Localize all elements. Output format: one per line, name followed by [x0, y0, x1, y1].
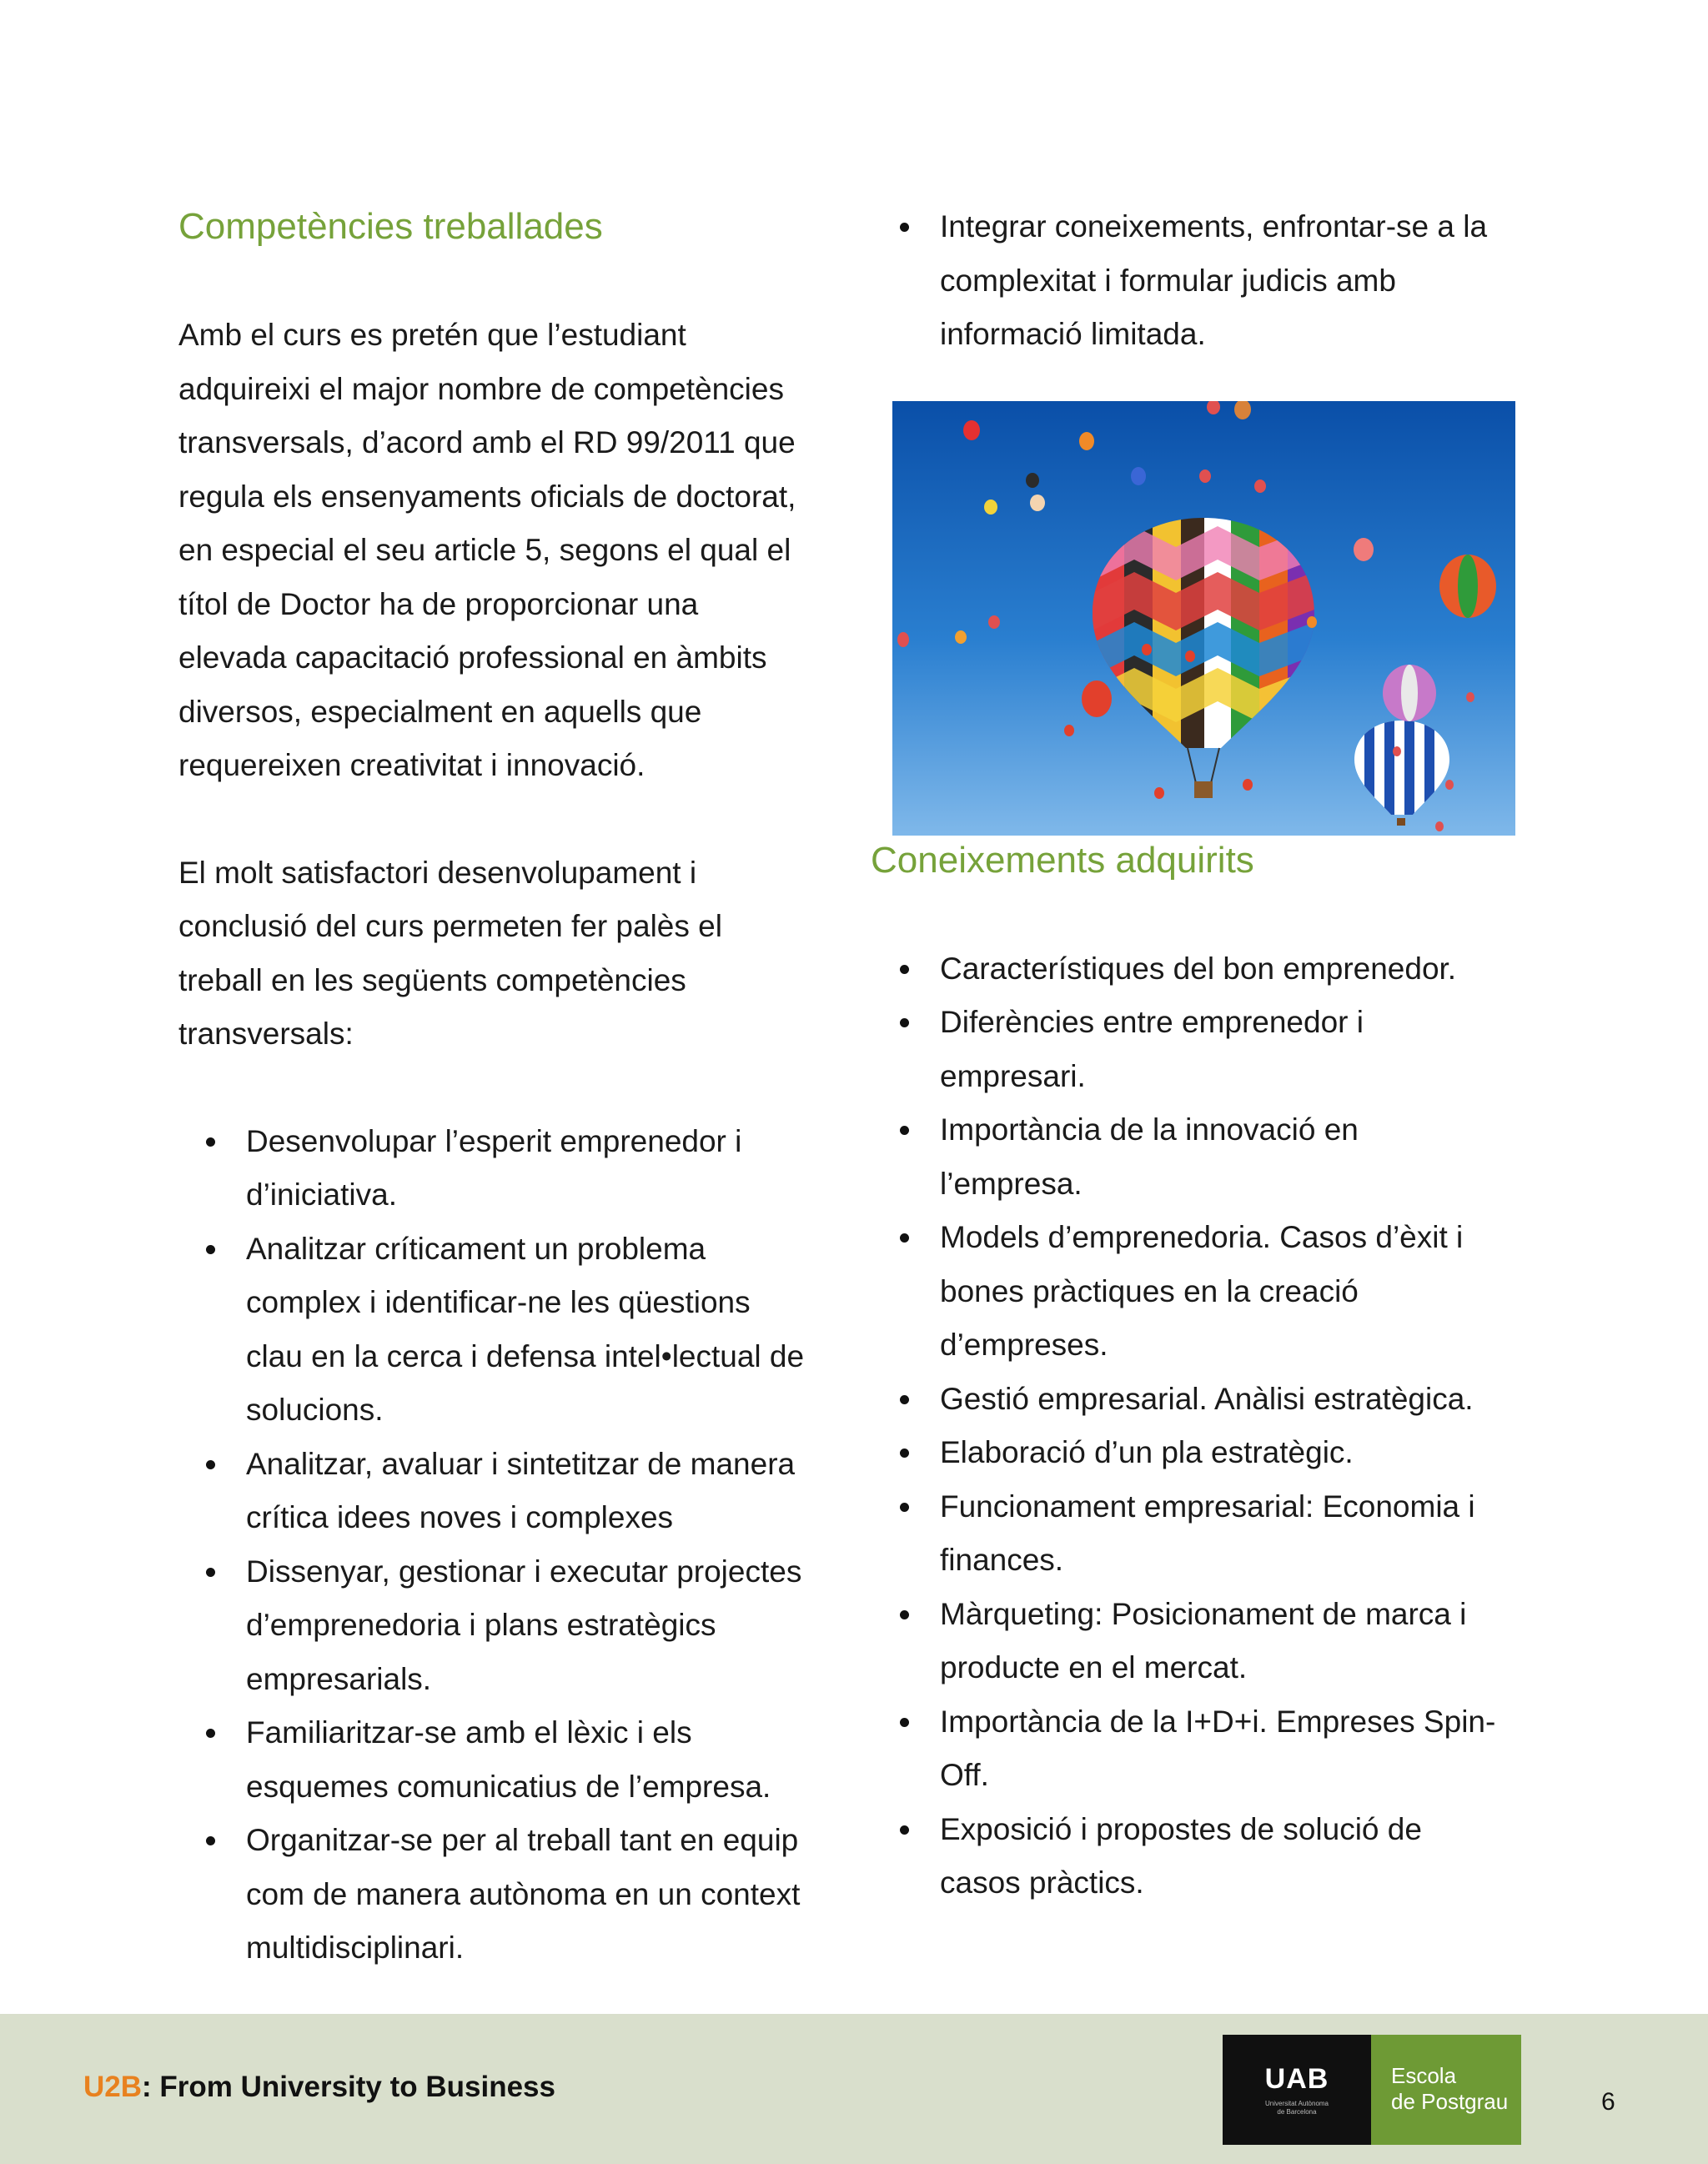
footer-brand — [83, 2071, 555, 2104]
list-item: Característiques del bon emprenedor. — [940, 942, 1530, 997]
competences-list-continued — [871, 200, 1530, 362]
page-footer — [0, 2014, 1708, 2164]
left-column — [178, 200, 837, 1976]
intro-paragraph: Amb el curs es pretén que l’estudiant adquireixi el major nombre de competències transversals, d’acord amb el RD 99/2011 que regula els ensenyaments oficials de doctorat, en especial el seu article 5, segons el qual el títol de Doctor ha de proporcionar una elevada capacitació professional en àmbits diversos, especialment en aquells que requereixen creativitat i innovació. — [178, 318, 796, 782]
list-item: Màrqueting: Posicionament de marca i producte en el mercat. — [940, 1588, 1530, 1695]
list-item: Exposició i propostes de solució de casos pràctics. — [940, 1803, 1530, 1910]
list-item: Diferències entre emprenedor i empresari. — [940, 996, 1530, 1103]
logo-escola-text: Escola de Postgrau — [1391, 2063, 1509, 2114]
list-item: Importància de la I+D+i. Empreses Spin- Off. — [940, 1695, 1530, 1803]
list-item: Models d’emprenedoria. Casos d’èxit i bones pràctiques en la creació d’empreses. — [940, 1211, 1530, 1373]
list-item: Analitzar, avaluar i sintetitzar de manera crítica idees noves i complexes — [246, 1438, 837, 1545]
competences-intro-paragraph: El molt satisfactori desenvolupament i conclusió del curs permeten fer palès el treball en les següents competències transversals: — [178, 855, 722, 1051]
section-heading-competences: Competències treballades — [178, 206, 603, 247]
list-item: Funcionament empresarial: Economia i finances. — [940, 1480, 1530, 1588]
knowledge-list — [871, 942, 1530, 1910]
competences-list — [178, 1115, 837, 1976]
logo-uab-subtext: Universitat Autònoma de Barcelona — [1264, 2100, 1329, 2116]
list-item: Integrar coneixements, enfrontar-se a la complexitat i formular judicis amb informació limitada. — [940, 200, 1530, 362]
logo-escola-block — [1371, 2035, 1521, 2145]
list-item: Familiaritzar-se amb el lèxic i els esquemes comunicatius de l’empresa. — [246, 1706, 837, 1814]
list-item: Importància de la innovació en l’empresa. — [940, 1103, 1530, 1211]
list-item: Analitzar críticament un problema complex i identificar-ne les qüestions clau en la cerca i defensa intel•lectual de solucions. — [246, 1223, 837, 1438]
list-item: Elaboració d’un pla estratègic. — [940, 1426, 1530, 1480]
list-item: Gestió empresarial. Anàlisi estratègica. — [940, 1373, 1530, 1427]
hot-air-balloons-photo — [892, 401, 1515, 836]
list-item: Organitzar-se per al treball tant en equip com de manera autònoma en un context multidisciplinari. — [246, 1814, 837, 1976]
brand-tagline: : From University to Business — [142, 2071, 555, 2103]
uab-escola-postgrau-logo — [1223, 2035, 1521, 2145]
list-item: Desenvolupar l’esperit emprenedor i d’iniciativa. — [246, 1115, 837, 1223]
list-item: Dissenyar, gestionar i executar projectes d’emprenedoria i plans estratègics empresarials. — [246, 1545, 837, 1707]
logo-uab-text: UAB — [1264, 2063, 1329, 2095]
brand-accent: U2B — [83, 2071, 143, 2103]
page-number: 6 — [1601, 2088, 1615, 2116]
section-heading-knowledge: Coneixements adquirits — [871, 839, 1254, 881]
